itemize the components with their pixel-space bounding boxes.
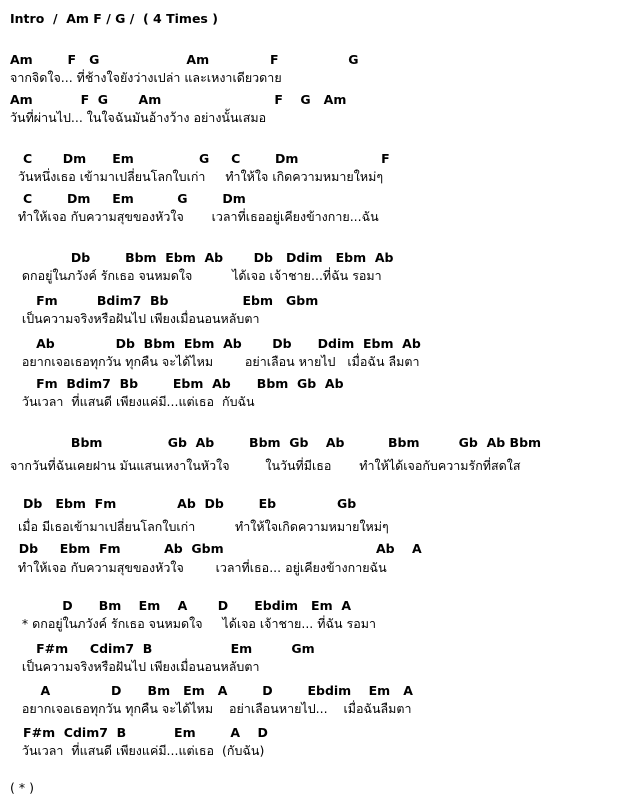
chord-line: Db Ebm Fm Ab Gbm Ab A: [10, 541, 422, 556]
chord-line: C Dm Em G C Dm F: [10, 151, 390, 166]
lyric-line: * ดกอยู่ในภวังค์ รักเธอ จนหมดใจ ได้เจอ เจ้าชาย... ที่ฉัน รอมา: [10, 616, 377, 631]
lyric-line: เมื่อ มีเธอเข้ามาเปลี่ยนโลกใบเก่า ทำให้ใจเกิดความหมายใหม่ๆ: [10, 519, 389, 534]
chord-line: F#m Cdim7 B Em Gm: [10, 641, 315, 656]
chord-line: Fm Bdim7 Bb Ebm Ab Bbm Gb Ab: [10, 376, 344, 391]
chord-line: Bbm Gb Ab Bbm Gb Ab Bbm Gb Ab Bbm: [10, 435, 542, 450]
lyric-line: เป็นความจริงหรือฝันไป เพียงเมื่อนอนหลับตา: [10, 311, 260, 326]
lyric-line: จากวันที่ฉันเคยฝาน มันแสนเหงาในหัวใจ ในวันที่มีเธอ ทำให้ได้เจอกับความรักที่สดใส: [10, 458, 521, 473]
chord-line: Am F G Am F G Am: [10, 92, 347, 107]
lyric-line: วันเวลา ที่แสนดี เพียงแค่มี...แต่เธอ (กับฉัน): [10, 743, 265, 758]
chord-line: Fm Bdim7 Bb Ebm Gbm: [10, 293, 319, 308]
chord-line: Db Bbm Ebm Ab Db Ddim Ebm Ab: [10, 250, 394, 265]
chord-line: F#m Cdim7 B Em A D: [10, 725, 268, 740]
lyric-line: ทำให้เจอ กับความสุขของหัวใจ เวลาที่เธออยู่เคียงข้างกาย...ฉัน: [10, 209, 379, 224]
repeat-marker: ( * ): [10, 780, 34, 795]
intro-heading: Intro / Am F / G / ( 4 Times ): [10, 11, 218, 26]
chord-line: Db Ebm Fm Ab Db Eb Gb: [10, 496, 357, 511]
lyric-line: ดกอยู่ในภวังค์ รักเธอ จนหมดใจ ได้เจอ เจ้าชาย...ที่ฉัน รอมา: [10, 268, 382, 283]
chord-line: Ab Db Bbm Ebm Ab Db Ddim Ebm Ab: [10, 336, 421, 351]
lyric-line: อยากเจอเธอทุกวัน ทุกคืน จะได้ไหม อย่าเลือนหายไป... เมื่อฉันลืมตา: [10, 701, 412, 716]
lyric-line: เป็นความจริงหรือฝันไป เพียงเมื่อนอนหลับตา: [10, 659, 260, 674]
chord-line: Am F G Am F G: [10, 52, 359, 67]
lyric-line: ทำให้เจอ กับความสุขของหัวใจ เวลาที่เธอ... อยู่เคียงข้างกายฉัน: [10, 560, 387, 575]
chord-line: A D Bm Em A D Ebdim Em A: [10, 683, 413, 698]
lyric-line: วันหนึ่งเธอ เข้ามาเปลี่ยนโลกใบเก่า ทำให้ใจ เกิดความหมายใหม่ๆ: [10, 169, 384, 184]
chord-line: C Dm Em G Dm: [10, 191, 246, 206]
lyric-line: อยากเจอเธอทุกวัน ทุกคืน จะได้ไหม อย่าเลือน หายไป เมื่อฉัน ลืมตา: [10, 354, 420, 369]
lyric-line: วันที่ผ่านไป... ในใจฉันมันอ้างว้าง อย่างนั้นเสมอ: [10, 110, 267, 125]
lyric-line: จากจิดใจ... ที่ช้างใจยังว่างเปล่า และเหงาเดียวดาย: [10, 70, 282, 85]
lyric-line: วันเวลา ที่แสนดี เพียงแค่มี...แต่เธอ กับฉัน: [10, 394, 255, 409]
chord-line: D Bm Em A D Ebdim Em A: [10, 598, 352, 613]
